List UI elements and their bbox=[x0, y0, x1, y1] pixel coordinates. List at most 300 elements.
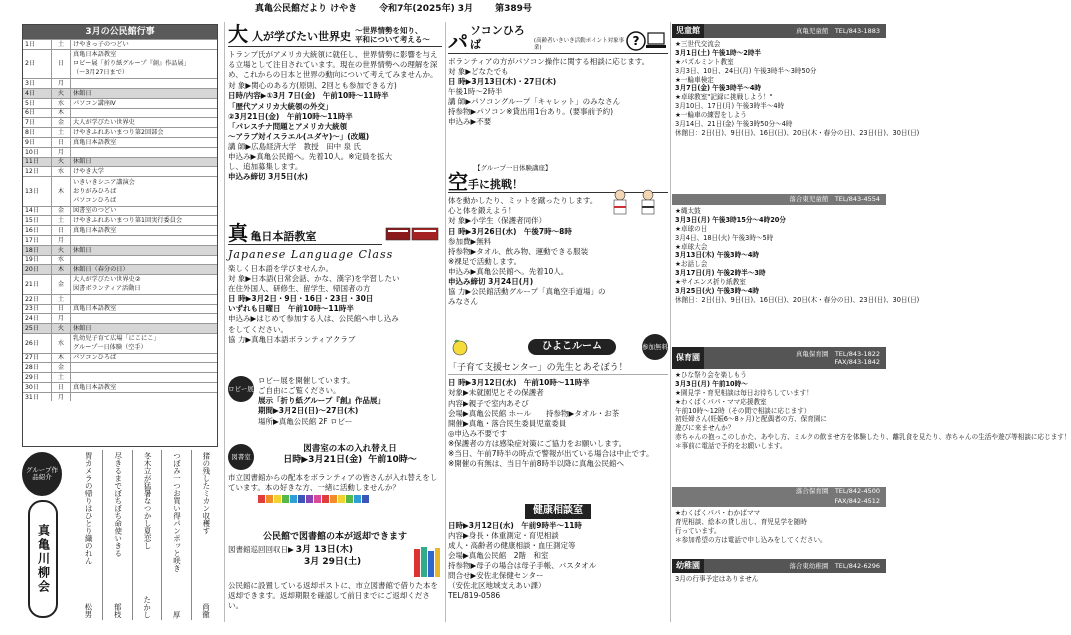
text-line: 持参物▶パソコン※貸出用1台あり。(要事前予約) bbox=[448, 107, 614, 117]
calendar-events bbox=[71, 246, 217, 255]
calendar-row bbox=[23, 313, 217, 323]
jidokan-name: 真亀児童館 TEL/843-1883 bbox=[795, 26, 880, 35]
column-divider bbox=[670, 22, 671, 622]
text-line: ②3月21日(金) 午前10時～11時半 bbox=[228, 111, 353, 121]
calendar-row bbox=[23, 353, 217, 363]
text-line: ★縄太鼓 bbox=[675, 207, 701, 215]
calendar-event: 休館日 bbox=[73, 325, 92, 333]
hiyoko-room-section bbox=[448, 334, 668, 504]
calendar-weekday: 土 bbox=[52, 128, 71, 137]
calendar-event: グループ一日体験（空手） bbox=[73, 344, 147, 352]
calendar-day: 28日 bbox=[23, 363, 52, 372]
calendar-row bbox=[23, 78, 217, 88]
calendar-event: パソコンひろば bbox=[73, 354, 117, 362]
calendar-weekday: 火 bbox=[52, 89, 71, 98]
group-works-badge: グループ作品紹介 bbox=[22, 452, 62, 496]
calendar-row bbox=[23, 255, 217, 265]
text-line: ★卓球大会 bbox=[675, 242, 708, 251]
calendar-weekday: 土 bbox=[52, 373, 71, 382]
newsletter-issue: 第389号 bbox=[495, 4, 532, 14]
calendar-weekday: 金 bbox=[52, 275, 71, 294]
text-line: ロビー展を開催しています。 bbox=[258, 376, 355, 385]
poem bbox=[132, 450, 161, 620]
sprout-icon bbox=[448, 338, 472, 356]
text-line: 3月1日(土) 午後1時～2時半 bbox=[675, 48, 762, 57]
calendar-row bbox=[23, 49, 217, 78]
calendar-event: 真亀日本語教室 bbox=[73, 138, 117, 146]
text-line: 日 時▶3月13日(木)・27日(木) bbox=[448, 76, 557, 86]
calendar-row bbox=[23, 127, 217, 137]
nearby-facilities bbox=[672, 24, 1071, 622]
pencil-icon bbox=[298, 495, 305, 503]
calendar-weekday: 日 bbox=[52, 383, 71, 392]
pencil-icon bbox=[362, 495, 369, 503]
text-line: ＊参加希望の方は電話で申し込みをしてください。 bbox=[675, 535, 827, 544]
world-history-details bbox=[228, 81, 442, 182]
text-line: 持参物▶タオル、飲み物、運動できる服装 bbox=[448, 246, 589, 256]
text-line: 体を動かしたり、ミットを蹴ったりします。 bbox=[448, 196, 598, 206]
calendar-rows bbox=[23, 39, 217, 401]
calendar-event: 乳幼児子育て広場「にこにこ」 bbox=[73, 335, 160, 343]
text-line: 3月3日(月) 午前10時～ bbox=[675, 379, 748, 388]
calendar-day: 25日 bbox=[23, 324, 52, 333]
pencil-icon bbox=[354, 495, 361, 503]
karate-title-big: 空 bbox=[448, 170, 468, 195]
calendar-row bbox=[23, 304, 217, 314]
book-return-date-1: 3月 13日(木) bbox=[295, 545, 353, 556]
text-line: みなさん bbox=[448, 297, 478, 307]
calendar-events bbox=[71, 128, 217, 137]
senryu-club-name: 真亀川柳会 bbox=[36, 524, 51, 594]
text-line: ★パズルミント教室 bbox=[675, 57, 734, 66]
text-line: 3月10日、17日(月) 午後3時半～4時 bbox=[675, 102, 785, 111]
calendar-event: パソコン講座Ⅳ bbox=[73, 99, 116, 107]
text-line: ★一輪車検定 bbox=[675, 75, 714, 84]
text-line: 対 象▶関心のある方(原則、2回とも参加できる方) bbox=[228, 81, 397, 91]
library-section bbox=[228, 444, 442, 532]
hiyoko-headline: 「子育て支援センター」の先生とあそぼう！ bbox=[448, 363, 668, 375]
text-line: 内容▶身長・体重測定・育児相談 bbox=[448, 530, 559, 540]
poem-author: たかし bbox=[142, 595, 152, 618]
text-line: ★わくぱくパパ・わかばママ bbox=[675, 509, 761, 517]
poem-author: 郁枝 bbox=[113, 603, 123, 618]
calendar-day: 14日 bbox=[23, 207, 52, 216]
text-line: （安佐北区地域支えあい課） bbox=[448, 581, 546, 591]
calendar-weekday: 金 bbox=[52, 118, 71, 127]
calendar-day: 18日 bbox=[23, 246, 52, 255]
calendar-event: 真亀日本語教室 bbox=[73, 305, 117, 313]
poem bbox=[74, 450, 102, 620]
calendar-row bbox=[23, 245, 217, 255]
calendar-weekday: 土 bbox=[52, 295, 71, 304]
calendar-weekday: 木 bbox=[52, 265, 71, 274]
calendar-events bbox=[71, 236, 217, 245]
calendar-events bbox=[71, 275, 217, 294]
calendar-weekday: 金 bbox=[52, 363, 71, 372]
text-line: 問合せ▶安佐北保健センター bbox=[448, 571, 544, 581]
text-line: 持参物▶母子の場合は母子手帳、バスタオル bbox=[448, 561, 597, 570]
calendar-events bbox=[71, 295, 217, 304]
hiyoko-room-title: ひよこルーム bbox=[528, 339, 616, 356]
calendar-event: 真亀日本語教室 bbox=[73, 227, 117, 235]
calendar-event: ロビー展「折り紙グループ『創』作品展」 bbox=[73, 60, 190, 68]
calendar-weekday: 水 bbox=[52, 334, 71, 353]
text-line: 申込み締切 3月24日(月) bbox=[448, 277, 534, 287]
calendar-events bbox=[71, 89, 217, 98]
calendar-event: 真亀日本語教室 bbox=[73, 51, 117, 59]
calendar-event: 休館日 bbox=[73, 158, 92, 166]
calendar-event: 図書室のつどい bbox=[73, 207, 117, 215]
poem-text: 胃カメラの帰りはひとり織のれん bbox=[84, 452, 94, 565]
poem bbox=[161, 450, 190, 620]
calendar-row bbox=[23, 157, 217, 167]
calendar-event: （～3月27日まで） bbox=[73, 69, 129, 77]
text-line: 協 力▶公民館活動グループ「真亀空手道場」の bbox=[448, 287, 606, 297]
book-return-label: 図書館巡回回収日▶ bbox=[228, 545, 294, 555]
text-line: TEL/819-0586 bbox=[448, 591, 501, 601]
calendar-day: 27日 bbox=[23, 354, 52, 363]
text-line: 日時▶3月12日(水) 午前9時半～11時 bbox=[448, 520, 582, 530]
calendar-day: 13日 bbox=[23, 177, 52, 205]
calendar-row bbox=[23, 382, 217, 392]
japanese-class-header bbox=[228, 222, 442, 246]
text-line: 育児相談、絵本の貸し出し、育児見学を随時 bbox=[675, 517, 807, 526]
newsletter-date: 令和7年(2025年) 3月 bbox=[379, 4, 474, 14]
pencil-icon bbox=[322, 495, 329, 503]
text-line: 会場▶真亀公民館 2階 和室 bbox=[448, 550, 549, 560]
text-line: 期間▶3月2日(日)～27日(木) bbox=[258, 406, 359, 416]
text-line: ★わくぱくパパ・ママ応援教室 bbox=[675, 397, 767, 406]
calendar-day: 21日 bbox=[23, 275, 52, 294]
text-line: 行っています。 bbox=[675, 526, 721, 535]
calendar-weekday: 月 bbox=[52, 236, 71, 245]
calendar-event: けやきふれあいまつり第1回実行委員会 bbox=[73, 217, 183, 225]
calendar-events bbox=[71, 177, 217, 205]
calendar-weekday: 土 bbox=[52, 40, 71, 49]
text-line: ★三世代交流会 bbox=[675, 40, 721, 48]
world-history-title bbox=[228, 24, 442, 47]
text-line: 3月7日(金) 午後3時半～4時 bbox=[675, 84, 762, 93]
calendar-events bbox=[71, 226, 217, 235]
text-line: 休館日：2日(日)、9日(日)、16日(日)、20日(木・春分の日)、23日(日)、30日(日) bbox=[675, 128, 920, 137]
text-line: 対 象▶小学生（保護者同伴） bbox=[448, 216, 547, 226]
library-badge: 図書室 bbox=[228, 444, 254, 470]
calendar-event: いきいきシニア講演会 bbox=[73, 178, 135, 186]
calendar-event: けやき大学 bbox=[73, 168, 104, 176]
calendar-row bbox=[23, 362, 217, 372]
calendar-row bbox=[23, 98, 217, 108]
poem-text: 冬木立が猛暑なつかし夏恋し bbox=[143, 452, 153, 550]
calendar-day: 9日 bbox=[23, 138, 52, 147]
computer-question-icon bbox=[626, 30, 668, 52]
calendar-event: 休館日 bbox=[73, 89, 92, 97]
calendar-events bbox=[71, 334, 217, 353]
pc-help-section bbox=[448, 24, 668, 162]
text-line: 展示「折り紙グループ『創』作品展」 bbox=[258, 396, 385, 406]
calendar-row bbox=[23, 166, 217, 176]
jidokan-body bbox=[672, 38, 920, 194]
pc-help-title-note: (高齢者いきいき活動ポイント対象事業) bbox=[533, 37, 625, 51]
calendar-events bbox=[71, 138, 217, 147]
calendar-row bbox=[23, 117, 217, 127]
free-badge: 参加無料 bbox=[642, 334, 668, 360]
text-line: ★卓球の日 bbox=[675, 224, 708, 233]
calendar-row bbox=[23, 392, 217, 402]
calendar-events bbox=[71, 216, 217, 225]
world-history-title-rest: 人が学びたい世界史 bbox=[252, 30, 351, 44]
library-body: 市立図書館からの配本をボランティアの皆さんが入れ替えをしています。本の好きな方、一緒に活動しませんか？ bbox=[228, 473, 438, 492]
karate-section bbox=[448, 164, 668, 330]
calendar-row bbox=[23, 39, 217, 49]
text-line: 日 時▶3月26日(水) 午後7時～8時 bbox=[448, 226, 572, 236]
calendar-events bbox=[71, 158, 217, 167]
calendar-weekday: 木 bbox=[52, 177, 71, 205]
calendar-day: 6日 bbox=[23, 109, 52, 118]
calendar-day: 23日 bbox=[23, 305, 52, 314]
jidokan-tag: 児童館 bbox=[672, 24, 704, 38]
calendar-weekday: 月 bbox=[52, 314, 71, 323]
event-calendar bbox=[22, 24, 218, 447]
pc-help-title-rest: ソコンひろば bbox=[470, 24, 525, 51]
calendar-row bbox=[23, 225, 217, 235]
calendar-weekday: 水 bbox=[52, 99, 71, 108]
calendar-row bbox=[23, 215, 217, 225]
text-line: 対 象▶日本語(日常会話、かな、漢字)を学習したい bbox=[228, 273, 400, 283]
calendar-row bbox=[23, 323, 217, 333]
calendar-day: 3日 bbox=[23, 79, 52, 88]
calendar-row bbox=[23, 88, 217, 98]
japanese-class-english: Japanese Language Class bbox=[228, 248, 394, 261]
text-line: 開催▶真亀・落合民生委員児童委員 bbox=[448, 418, 567, 428]
japanese-class-section bbox=[228, 222, 442, 374]
svg-text:?: ? bbox=[632, 33, 640, 48]
calendar-weekday: 水 bbox=[52, 167, 71, 176]
calendar-events bbox=[71, 109, 217, 118]
book-return-date-2: 3月 29日(土) bbox=[304, 556, 362, 567]
poem-author: 厚 bbox=[172, 610, 182, 618]
text-line: 申込み▶真亀公民館へ。先着10人。※定員を拡大 bbox=[228, 152, 393, 162]
hiyoko-details bbox=[448, 378, 668, 469]
calendar-day: 11日 bbox=[23, 158, 52, 167]
text-line: いずれも日曜日 午前10時～11時半 bbox=[228, 304, 354, 314]
world-history-title-big: 大 bbox=[228, 22, 248, 46]
text-line: 在住外国人、研修生、留学生、帰国者の方 bbox=[228, 284, 371, 293]
text-line: ★ひな祭り会を楽しもう bbox=[675, 371, 747, 379]
calendar-event: パソコンひろば bbox=[73, 196, 117, 204]
text-line: ◎申込み不要です bbox=[448, 428, 508, 438]
pencil-icon bbox=[290, 495, 297, 503]
calendar-row bbox=[23, 176, 217, 205]
calendar-events bbox=[71, 79, 217, 88]
ochiai-jidokan-body bbox=[672, 205, 920, 347]
poem-author: 尚徹 bbox=[201, 603, 211, 618]
calendar-events bbox=[71, 256, 217, 265]
text-line: 対象▶未就園児とその保護者 bbox=[448, 388, 544, 398]
calendar-weekday: 日 bbox=[52, 226, 71, 235]
poem-text: つぼみ一つお買い得パンポッと咲き bbox=[172, 452, 182, 572]
poem-author: 松男 bbox=[83, 603, 93, 618]
text-line: 午前10時～12時（その間で相談に応じます） bbox=[675, 406, 811, 415]
calendar-events bbox=[71, 354, 217, 363]
calendar-events bbox=[71, 50, 217, 78]
column-divider bbox=[445, 22, 446, 622]
lobby-exhibit-badge: ロビー展 bbox=[228, 376, 254, 402]
calendar-day: 22日 bbox=[23, 295, 52, 304]
text-line: 休館日：2日(日)、9日(日)、16日(日)、20日(木・春分の日)、23日(日)、30日(日) bbox=[675, 295, 920, 304]
calendar-weekday: 月 bbox=[52, 148, 71, 157]
library-time: 午前10時～ bbox=[368, 454, 417, 465]
pencil-icon bbox=[282, 495, 289, 503]
calendar-day: 24日 bbox=[23, 314, 52, 323]
text-line: ★一輪車の練習をしよう bbox=[675, 111, 747, 120]
calendar-events bbox=[71, 265, 217, 274]
calendar-row bbox=[23, 206, 217, 216]
text-line: ※保護者の方は感染症対策にご協力をお願いします。 bbox=[448, 439, 627, 448]
calendar-events bbox=[71, 99, 217, 108]
world-history-section bbox=[228, 24, 442, 220]
calendar-event: けやきふれあいまつり第2回部会 bbox=[73, 129, 164, 137]
text-line: 「歴代アメリカ大統領の外交」 bbox=[228, 101, 333, 111]
calendar-day: 30日 bbox=[23, 383, 52, 392]
calendar-day: 4日 bbox=[23, 89, 52, 98]
column-divider bbox=[224, 22, 225, 622]
calendar-day: 12日 bbox=[23, 167, 52, 176]
calendar-row bbox=[23, 372, 217, 382]
poem bbox=[102, 450, 131, 620]
calendar-event: 大人が学びたい世界史② bbox=[73, 276, 141, 284]
calendar-day: 26日 bbox=[23, 334, 52, 353]
calendar-events bbox=[71, 383, 217, 392]
lobby-exhibit-details bbox=[258, 376, 385, 427]
text-line: ～アラブ対イスラエル(ユダヤ)～」(改題) bbox=[228, 131, 370, 141]
pencil-icon bbox=[346, 495, 353, 503]
text-line: 申込み締切 3月5日(水) bbox=[228, 172, 308, 182]
calendar-row bbox=[23, 108, 217, 118]
ochiai-hoikuen-header: 落合保育園 TEL/842-4500 FAX/842-4512 bbox=[672, 487, 886, 507]
calendar-row bbox=[23, 137, 217, 147]
pencil-icon bbox=[266, 495, 273, 503]
text-line: 申込み▶不要 bbox=[448, 117, 492, 127]
calendar-events bbox=[71, 363, 217, 372]
calendar-event: おりがみひろば bbox=[73, 187, 117, 195]
book-return-section bbox=[228, 532, 442, 620]
text-line: をしてください。 bbox=[228, 324, 288, 334]
poem bbox=[191, 450, 220, 620]
hoikuen-tag: 保育園 bbox=[672, 347, 704, 369]
text-line: 講 師▶広島経済大学 教授 田中 泉 氏 bbox=[228, 142, 361, 151]
text-line: し、追加募集します。 bbox=[228, 162, 303, 172]
book-return-title: 公民館で図書館の本が返却できます bbox=[262, 532, 407, 542]
text-line: 日時/内容▶①3月 7日(金) 午前10時～11時半 bbox=[228, 91, 389, 101]
text-line: 申込み▶はじめて参加する人は、公民館へ申し込み bbox=[228, 314, 399, 324]
poems-list bbox=[74, 450, 220, 620]
calendar-events bbox=[71, 40, 217, 49]
calendar-event: 休館日 bbox=[73, 246, 92, 254]
calendar-day: 8日 bbox=[23, 128, 52, 137]
calendar-weekday: 日 bbox=[52, 50, 71, 78]
lobby-exhibit-section bbox=[228, 376, 442, 442]
calendar-event: 大人が学びたい世界史 bbox=[73, 119, 135, 127]
hoikuen-name: 真亀保育園 TEL/843-1822 FAX/843-1842 bbox=[795, 349, 880, 366]
calendar-weekday: 土 bbox=[52, 216, 71, 225]
calendar-events bbox=[71, 314, 217, 323]
calendar-row bbox=[23, 147, 217, 157]
calendar-events bbox=[71, 305, 217, 314]
text-line: 申込み▶真亀公民館へ。先着10人。 bbox=[448, 267, 569, 276]
text-line: ご自由にご覧ください。 bbox=[258, 386, 341, 396]
hoikuen-header bbox=[672, 347, 886, 369]
pencil-icon bbox=[274, 495, 281, 503]
calendar-event: 図書ボランティア活動日 bbox=[73, 285, 141, 293]
health-consult-title: 健康相談室 bbox=[525, 504, 591, 519]
calendar-day: 1日 bbox=[23, 40, 52, 49]
calendar-event: けやきっ子のつどい bbox=[73, 40, 129, 48]
text-line: 午後1時～2時半 bbox=[448, 86, 503, 96]
calendar-weekday: 木 bbox=[52, 354, 71, 363]
calendar-event: 真亀日本語教室 bbox=[73, 383, 117, 391]
calendar-events bbox=[71, 148, 217, 157]
text-line: 成人・高齢者の健康相談・血圧測定等 bbox=[448, 540, 576, 550]
ochiai-jidokan-header: 落合東児童館 TEL/843-4554 bbox=[672, 194, 886, 205]
library-date: 日時▶3月21日(金) bbox=[283, 454, 363, 465]
calendar-day: 20日 bbox=[23, 265, 52, 274]
text-line: ★園見学・育児相談は毎日お待ちしています！ bbox=[675, 388, 813, 397]
text-line: 協 力▶真亀日本語ボランティアクラブ bbox=[228, 334, 356, 344]
youchien-header bbox=[672, 559, 886, 573]
pc-help-title-big: パ bbox=[448, 29, 468, 54]
text-line: ボランティアの方がパソコン操作に関する相談に応じます。 bbox=[448, 56, 650, 66]
calendar-weekday: 木 bbox=[52, 109, 71, 118]
calendar-row bbox=[23, 333, 217, 353]
text-line: ※当日、午前7時半の時点で警報が出ている場合は中止です。 bbox=[448, 449, 654, 459]
calendar-events bbox=[71, 167, 217, 176]
poem-text: 尽きるまでぼちぼち命使いきる bbox=[113, 452, 123, 557]
text-line: 3月4日、18日(火) 午後3時～5時 bbox=[675, 233, 774, 242]
calendar-day: 19日 bbox=[23, 256, 52, 265]
calendar-day: 17日 bbox=[23, 236, 52, 245]
text-line: 内容▶親子で室内あそび bbox=[448, 398, 529, 408]
books-icon bbox=[382, 222, 442, 246]
pencil-icon bbox=[314, 495, 321, 503]
masthead bbox=[255, 4, 675, 18]
japanese-class-details bbox=[228, 264, 442, 345]
book-return-body: 公民館に設置している返却ポストに、市立図書館で借りた本を返却できます。返却期限を確認して前日までにご返却ください。 bbox=[228, 581, 438, 610]
health-consult-details bbox=[448, 521, 668, 602]
youchien-body bbox=[672, 573, 886, 586]
calendar-weekday: 火 bbox=[52, 246, 71, 255]
books-stack-icon bbox=[412, 545, 442, 579]
karate-kids-icon bbox=[606, 188, 664, 224]
text-line: 日 時▶3月2日・9日・16日・23日・30日 bbox=[228, 294, 374, 304]
health-consult-section bbox=[448, 504, 668, 622]
text-line: ★お話し会 bbox=[675, 260, 708, 269]
text-line: 3月14日、21日(金) 午後3時50分～4時 bbox=[675, 120, 793, 129]
text-line: ★サイエンス折り紙教室 bbox=[675, 278, 746, 287]
text-line: 3月17日(月) 午後2時半～3時 bbox=[675, 269, 766, 278]
youchien-tag: 幼稚園 bbox=[672, 559, 704, 573]
calendar-row bbox=[23, 264, 217, 274]
text-line: 日 時▶3月12日(水) 午前10時～11時半 bbox=[448, 378, 590, 388]
newsletter-title: 真亀公民館だより けやき bbox=[255, 4, 358, 14]
text-line: 遊びに来ませんか？ bbox=[675, 424, 735, 433]
calendar-weekday: 月 bbox=[52, 79, 71, 88]
pencil-icon bbox=[306, 495, 313, 503]
calendar-events bbox=[71, 324, 217, 333]
text-line: 初妊婦さん(妊娠6～8ヶ月)と配偶者の方、保育園に bbox=[675, 415, 828, 424]
youchien-name: 落合東幼稚園 TEL/842-6296 bbox=[789, 561, 880, 570]
world-history-subtitle: ～世界情勢を知り、 平和について考える～ bbox=[355, 26, 430, 44]
japanese-class-title-rest: 亀日本語教室 bbox=[250, 230, 317, 244]
